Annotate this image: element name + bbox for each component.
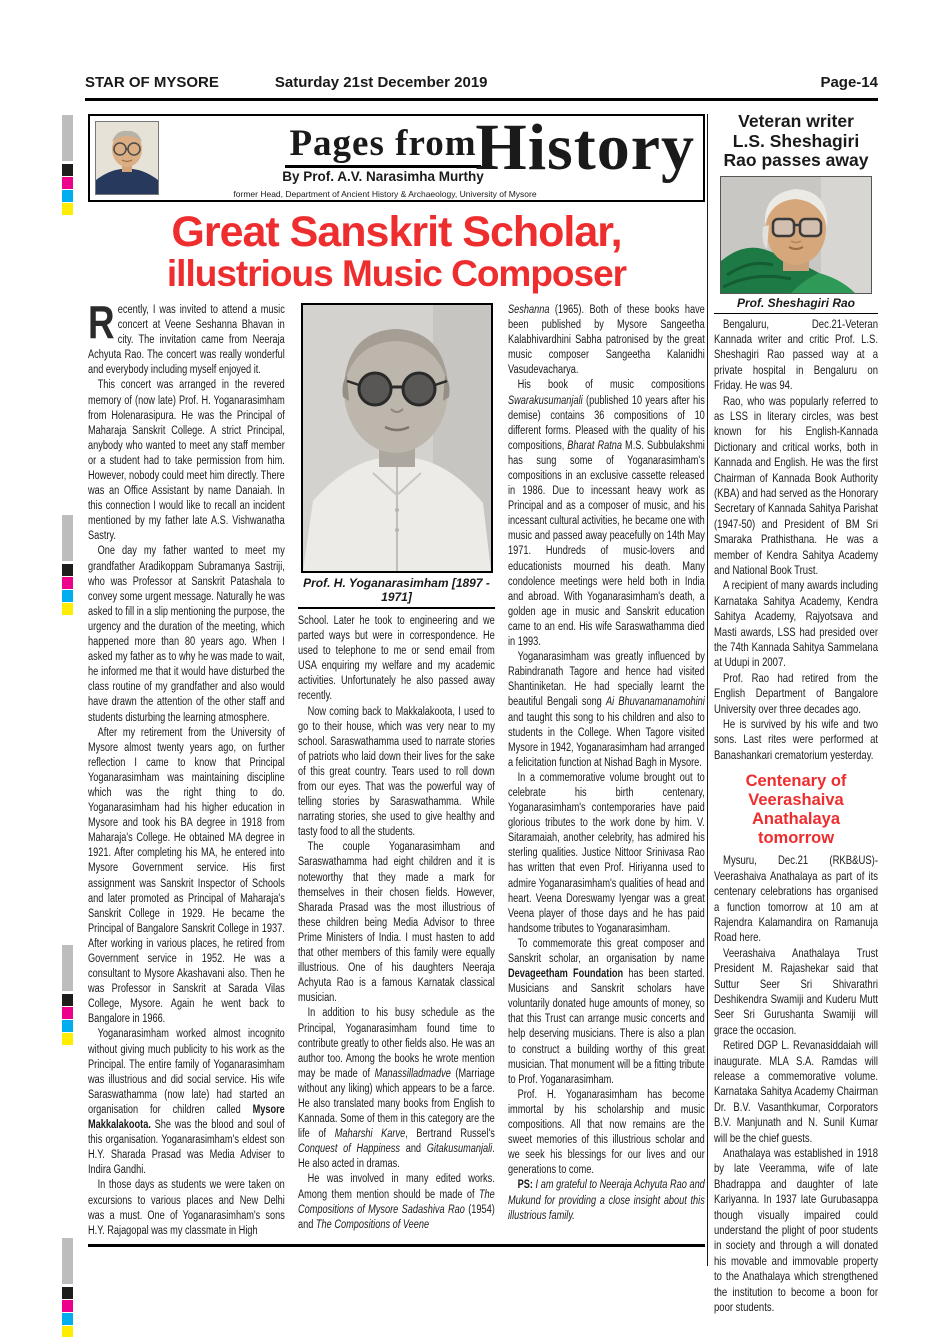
magenta-swatch <box>62 1007 73 1019</box>
centenary-paragraph: Veerashaiva Anathalaya Trust President M. Rajashekar said that Suttur Seer Sri Shivarathri Deshikendra Swamiji and Kuderu Mutt Seer Sri Gurushanta Swamiji will grace the occasion. <box>714 946 878 1037</box>
obituary-title-line: Rao passes away <box>723 150 869 170</box>
masthead-title-big: History <box>475 111 695 184</box>
cyan-swatch <box>62 190 73 202</box>
magenta-swatch <box>62 577 73 589</box>
obituary-text <box>714 317 878 764</box>
centenary-paragraph: Mysuru, Dec.21 (RKB&US)-Veerashaiva Anathalaya as part of its centenary celebrations has organised a function tomorrow at 10 am at Rajendra Kalamandira on Ramanuja Road here. <box>714 854 878 945</box>
headline-line-2: illustrious Music Composer <box>166 253 627 295</box>
article-paragraph: Now coming back to Makkalakoota, I used to go to their house, which was very near to my school. Saraswathamma used to narrate stories of patriots who laid down their lives for the sake of this great country. Tears used to roll down from our eyes. That was the powerful way of telling stories by Saraswathamma. While narrating stories, she used to give healthy and tasty food to all the students. <box>298 705 495 839</box>
black-swatch <box>62 164 73 176</box>
article-paragraph: One day my father wanted to meet my grandfather Aradikoppam Subramanya Sastriji, who was Professor at Sanskrit Patashala to convey some urgent message. Naturally he was asked to fill in a slip mentioning the purpose, the urgency and the duration of the meeting, which happened more than 80 years ago. When I asked my father as to why he was made to wait, he informed me that it would have disturbed the class routine of my grandfather and also would have drawn the attention of the other staff and students disturbing the learning atmosphere. <box>88 545 285 724</box>
obituary-title-line: L.S. Sheshagiri <box>732 130 860 151</box>
article-paragraph: PS: I am grateful to Neeraja Achyuta Rao and Mukund for providing a close insight about this illustrious family. <box>508 1179 705 1222</box>
article-paragraph: In those days as students we were taken on excursions to various places and New Delhi was a must. One of Yoganarasimham's sons H.Y. Rajagopal was my classmate in High <box>88 1179 285 1237</box>
column-separator <box>707 114 708 1266</box>
obituary-title-line: Veteran writer <box>738 111 854 131</box>
columnist-photo <box>95 121 159 195</box>
centenary-paragraph: Anathalaya was established in 1918 by late Veeramma, wife of late Bhadrappa and daughter of late Kariyanna. In 1937 late Gurubasappa though visually impaired could understand the plight of poor students in society and through a will donated his movable and immovable property to the Anathalaya which strengthened the institution to become a boon for poor students. <box>714 1147 878 1315</box>
article-photo-figure <box>298 303 495 609</box>
article-photo-caption: Prof. H. Yoganarasimham [1897 - 1971] <box>298 573 495 609</box>
article-paragraph: School. Later he took to engineering and we parted ways but were in correspondence. He used to telephone to me or send email from USA enquiring my welfare and my academic activities. Unfortunately he also passed away recently. <box>298 614 495 703</box>
article-paragraph: To commemorate this great composer and Sanskrit scholar, an organisation by name Devageetham Foundation has been started. Musicians and Sanskrit scholars have voluntarily donated huge amounts of money, so that this Trust can arrange music concerts and help deserving musicians. There is also a plan to construct a building worthy of this great musician. That monument will be a fitting tribute to Prof. Yoganarasimham. <box>508 937 705 1086</box>
black-swatch <box>62 564 73 576</box>
gray-bar <box>62 1238 73 1284</box>
article-paragraph: Prof. H. Yoganarasimham has become immortal by his scholarship and music compositions. All that now remains are the sweet memories of this illustrious scholar and we seek his blessings for our lives and our generations to come. <box>508 1088 705 1177</box>
centenary-title-line: Anathalaya tomorrow <box>751 810 841 848</box>
article-paragraph: Recently, I was invited to attend a music concert at Veene Seshanna Bhavan in city. The invitation came from Neeraja Achyuta Rao. The concert was really wonderful and everybody including myself enjoyed it. <box>88 295 285 377</box>
yoganarasimham-photo <box>301 303 493 573</box>
gray-bar <box>62 945 73 991</box>
article-paragraph: He was involved in many edited works. Among them mention should be made of The Compositions of Mysore Sadashiva Rao (1954) and The Compositions of Veene <box>298 1173 495 1231</box>
centenary-text <box>714 853 878 1315</box>
article-paragraph: Seshanna (1965). Both of these books have been published by Mysore Sangeetha Kalabhivardhini Sabha patronised by the great music composer Sangeetha Kalanidhi Vasudevacharya. <box>508 303 705 377</box>
article-paragraph: After my retirement from the University of Mysore almost twenty years ago, on further reflection I came to know that Principal Yoganarasimham was maintaining discipline which was the right thing to do. Yoganarasimham had his higher education in Mysore and took his BA degree in 1918 from Maharaja's College. He obtained MA degree in 1921. After completing his MA, he entered into Mysore Government service. His first assignment was Sanskrit Inspector of Schools and later promoted as Principal of Maharaja's Sanskrit College in 1929. He became the Principal of Bangalore Sanskrit College in 1937. After working in various places, he retired from Government service in 1952. He was a consultant to Mysore Akashavani also. Then he was Professor in Sanskrit at Sarada Vilas College, Mysore. Again he went back to Bangalore in 1966. <box>88 726 285 1026</box>
article-columns <box>88 295 705 1239</box>
yoganarasimham-photo-image <box>303 305 491 571</box>
obituary-title <box>714 112 878 171</box>
obituary-paragraph: A recipient of many awards including Karnataka Sahitya Academy, Kendra Sahitya Academy, Rajyotsava and Masti awards, LSS had presided over the 74th Kannada Sahitya Sammelana at Udupi in 2007. <box>714 579 878 670</box>
obituary-paragraph: Rao, who was popularly referred to as LSS in literary circles, was best known for his English-Kannada Dictionary and critical works, both in Kannada and English. He was the first Chairman of Kannada Book Authority (KBA) and had served as the Honorary Secretary of Kannada Sahitya Parishat (1947-50) and President of BM Sri Smaraka Prathisthana. He was a member of Kendra Sahitya Academy and National Book Trust. <box>714 394 878 577</box>
centenary-paragraph: Retired DGP L. Revanasiddaiah will inaugurate. MLA S.A. Ramdas will release a commemorative volume. Karnataka Sahitya Academy Chairman Dr. B.V. Vasanthkumar, Corporators B.V. Manjunath and N. Sunil Kumar will be the chief guests. <box>714 1039 878 1145</box>
masthead-title-script: Pages from <box>218 122 548 165</box>
sheshagiri-photo-image <box>721 177 871 293</box>
article-paragraph: His book of music compositions Swarakusumanjali (published 10 years after his demise) contains 36 compositions of 10 different forms. Pleased with the quality of his compositions, Bharat Ratna M.S. Subbulakshmi has sung some of Yoganarasimham's compositions in an exclusive cassette released in 1986. Due to incessant heavy work as Principal and as a composer of music, and his incessant cultural activities, he became one with music and passed away peacefully on 14th May 1971. Hundreds of music-lovers and educationists mourned his death. Many condolence meetings were held both in India and abroad. With Yoganarasimham's death, a golden age in music and Sanskrit education came to an end. His wife Saraswathamma died in 1993. <box>508 379 705 649</box>
article-column-1 <box>88 295 285 1239</box>
gray-bar <box>62 515 73 561</box>
registration-group <box>62 1238 73 1337</box>
article-column-3 <box>508 303 705 1239</box>
centenary-title <box>714 772 878 848</box>
issue-date: Saturday 21st December 2019 <box>274 74 488 91</box>
article-paragraph: This concert was arranged in the revered memory of (now late) Prof. H. Yoganarasimham from Holenarasipura. He was the Principal of Maharaja Sanskrit College. A strict Principal, anybody who wanted to meet any staff member or a student had to take permission from him. However, nobody could meet him directly. There was an Office Assistant by name Danaiah. In this connection I would like to recall an incident mentioned by my father late A.S. Vishwanatha Sastry. <box>88 379 285 543</box>
article-paragraph: Yoganarasimham was greatly influenced by Rabindranath Tagore and hence had visited Shantiniketan. He had specially learnt the beautiful Bengali song Ai Bhuvanamanamohini and taught this song to his children and also to students in the College. When Tagore visited Mysore in 1942, Yoganarasimham had arranged a felicitation function at Nishad Bagh in Mysore. <box>508 651 705 769</box>
article-paragraph: In a commemorative volume brought out to celebrate his birth centenary, Yoganarasimham's contemporaries have paid glorious tributes to the work done by him. V. Sitaramaiah, another celebrity, has admired his sterling qualities. Justice Nittoor Srinivasa Rao has written that even Prof. Hiriyanna used to admire Yoganarasimham's qualities of head and heart. Veena Doreswamy Iyengar was a great Veena player of those days and he has paid handsome tributes to Yoganarasimham. <box>508 771 705 935</box>
registration-group <box>62 945 73 1046</box>
black-swatch <box>62 1287 73 1299</box>
cyan-swatch <box>62 590 73 602</box>
sheshagiri-photo <box>720 176 872 294</box>
registration-group <box>62 115 73 216</box>
obituary-paragraph: He is survived by his wife and two sons. Last rites were performed at Banashankari crematorium yesterday. <box>714 718 878 762</box>
yellow-swatch <box>62 603 73 615</box>
obituary-photo-figure <box>714 176 878 314</box>
article-column-2 <box>298 303 495 1239</box>
article-bottom-rule <box>88 1244 705 1247</box>
yellow-swatch <box>62 203 73 215</box>
gray-bar <box>62 115 73 161</box>
headline-line-1: Great Sanskrit Scholar, <box>171 208 622 256</box>
cyan-swatch <box>62 1020 73 1032</box>
black-swatch <box>62 994 73 1006</box>
registration-group <box>62 515 73 616</box>
page-header <box>85 74 878 101</box>
yellow-swatch <box>62 1033 73 1045</box>
magenta-swatch <box>62 1300 73 1312</box>
obituary-photo-caption: Prof. Sheshagiri Rao <box>714 294 878 314</box>
article-paragraph: The couple Yoganarasimham and Saraswathamma had eight children and it is noteworthy that they made a mark for themselves in their chosen fields. However, Sharada Prasad was the most illustrious of these children being Media Advisor to three Prime Ministers of India. I must hasten to add that other members of this family were equally illustrious. One of his daughters Neeraja Achyuta Rao is a famous Karnatak classical musician. <box>298 841 495 1005</box>
main-article <box>88 111 705 1247</box>
yellow-swatch <box>62 1326 73 1337</box>
sidebar <box>714 112 878 1315</box>
obituary-paragraph: Prof. Rao had retired from the English Department of Bangalore University over three decades ago. <box>714 671 878 716</box>
magenta-swatch <box>62 177 73 189</box>
paper-name: STAR OF MYSORE <box>85 74 219 91</box>
obituary-paragraph: Bengaluru, Dec.21-Veteran Kannada writer and critic Prof. L.S. Sheshagiri Rao passed way at a private hospital in Bengaluru on Friday. He was 94. <box>714 317 878 393</box>
cyan-swatch <box>62 1313 73 1325</box>
centenary-title-line: Centenary of Veerashaiva <box>745 772 847 810</box>
columnist-photo-image <box>96 122 158 194</box>
masthead-byline-sub: former Head, Department of Ancient History & Archaeology, University of Mysore <box>233 189 537 199</box>
masthead-box <box>88 111 705 202</box>
article-paragraph: In addition to his busy schedule as the Principal, Yoganarasimham found time to contribute greatly to other fields also. He was an author too. Among the books he wrote mention may be made of Manassilladmadve (Marriage without any liking) which appears to be a farce. He also translated many books from English to Kannada. Some of them in this category are the life of Maharshi Karve, Bertrand Russel's Conquest of Happiness and Gitakusumanjali. He also acted in dramas. <box>298 1007 495 1171</box>
masthead-byline: By Prof. A.V. Narasimha Murthy <box>282 169 484 184</box>
page-number: Page-14 <box>820 74 878 91</box>
article-headline <box>88 210 705 294</box>
article-paragraph: Yoganarasimham worked almost incognito without giving much publicity to his work as the Principal. The entire family of Yoganarasimham was illustrious and did social service. His wife Saraswathamma (now late) had started an organisation for children called Mysore Makkalakoota. She was the blood and soul of this organisation. Yoganarasimham's eldest son H.Y. Sharada Prasad was Media Adviser to Indira Gandhi. <box>88 1028 285 1177</box>
